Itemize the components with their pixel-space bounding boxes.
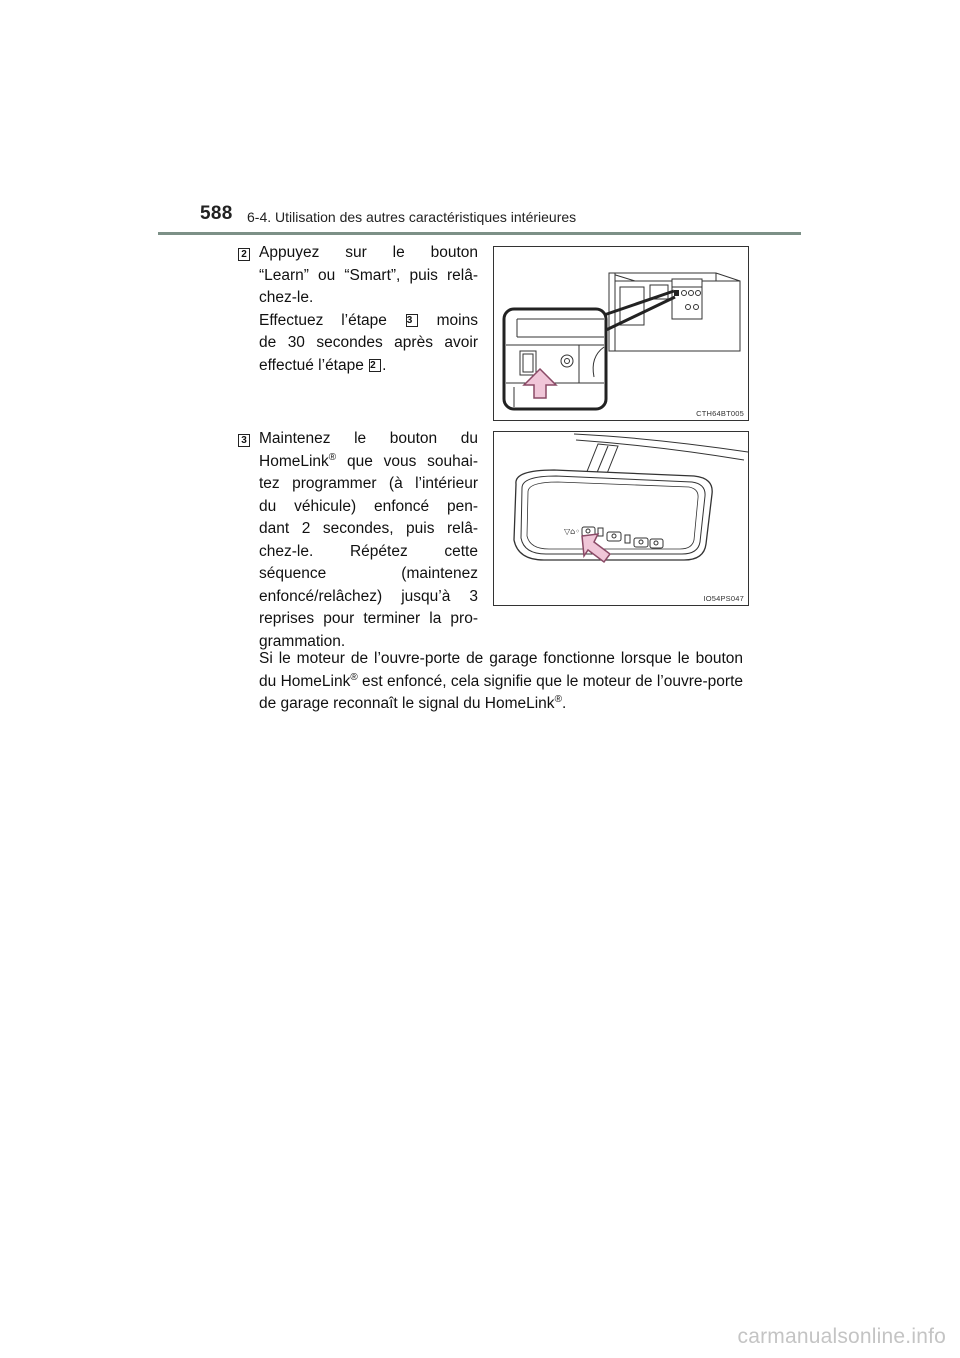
watermark: carmanualsonline.info (737, 1325, 946, 1348)
step-3-line: séquence (maintenez (259, 565, 478, 582)
rearview-mirror-illustration (494, 432, 748, 605)
step-3-line: Maintenez le bouton du (259, 430, 478, 447)
garage-opener-illustration (494, 247, 748, 420)
step-3-line: enfoncé/relâchez) jusqu’à 3 (259, 587, 478, 605)
step-2-line: de 30 secondes après avoir (259, 334, 478, 351)
step-2-line: Appuyez sur le bouton (259, 244, 478, 261)
section-title: 6-4. Utilisation des autres caractéristiques intérieures (247, 209, 577, 225)
result-paragraph (259, 648, 743, 716)
step-2-text-fragment: . (382, 356, 387, 374)
step-2-line: “Learn” ou “Smart”, puis relâ- (259, 266, 478, 284)
step-2-text-fragment: Effectuez l’étape (259, 311, 387, 329)
step-2-line: chez-le. (259, 289, 314, 306)
step-marker-3: 3 (238, 434, 250, 447)
step-3-line: reprises pour terminer la pro- (259, 610, 478, 627)
figure-rearview-mirror (493, 431, 749, 606)
registered-mark: ® (554, 694, 562, 705)
page-number: 588 (200, 203, 233, 224)
step-2-text-fragment: effectué l’étape (259, 356, 364, 374)
step-3-line: chez-le. Répétez cette (259, 542, 478, 560)
paragraph-text: Si le moteur de l’ouvre-porte de garage fonctionne lorsque le bouton du HomeLink (259, 650, 743, 690)
step-marker-2: 2 (238, 248, 250, 261)
figure-label: IO54PS047 (703, 594, 744, 603)
step-3-text-fragment: HomeLink (259, 452, 329, 470)
step-3-line: grammation. (259, 632, 346, 650)
step-2-line (259, 355, 478, 378)
svg-text:▽⌂◦: ▽⌂◦ (564, 527, 580, 536)
registered-mark: ® (350, 671, 358, 683)
step-3-text (259, 428, 478, 653)
step-3-text-fragment: que vous souhai- (336, 452, 478, 470)
step-ref-marker: 3 (406, 314, 418, 327)
figure-label: CTH64BT005 (696, 409, 744, 418)
paragraph-text: est enfoncé, cela signifie que le moteur de l’ouvre-porte de garage reconnaît le signal du HomeLink (259, 672, 743, 712)
step-2-text (259, 242, 478, 377)
header-rule (158, 232, 801, 235)
step-3-line: du véhicule) enfoncé pen- (259, 497, 478, 515)
step-ref-marker: 2 (369, 359, 381, 372)
step-3-line: dant 2 secondes, puis relâ- (259, 520, 478, 537)
step-2-line (259, 310, 478, 333)
figure-garage-opener (493, 246, 749, 421)
step-3-line: tez programmer (à l’intérieur (259, 475, 478, 492)
paragraph-text: . (561, 695, 567, 712)
registered-mark: ® (328, 451, 337, 463)
step-3-line (259, 451, 478, 474)
step-2-text-fragment: moins (436, 311, 478, 329)
